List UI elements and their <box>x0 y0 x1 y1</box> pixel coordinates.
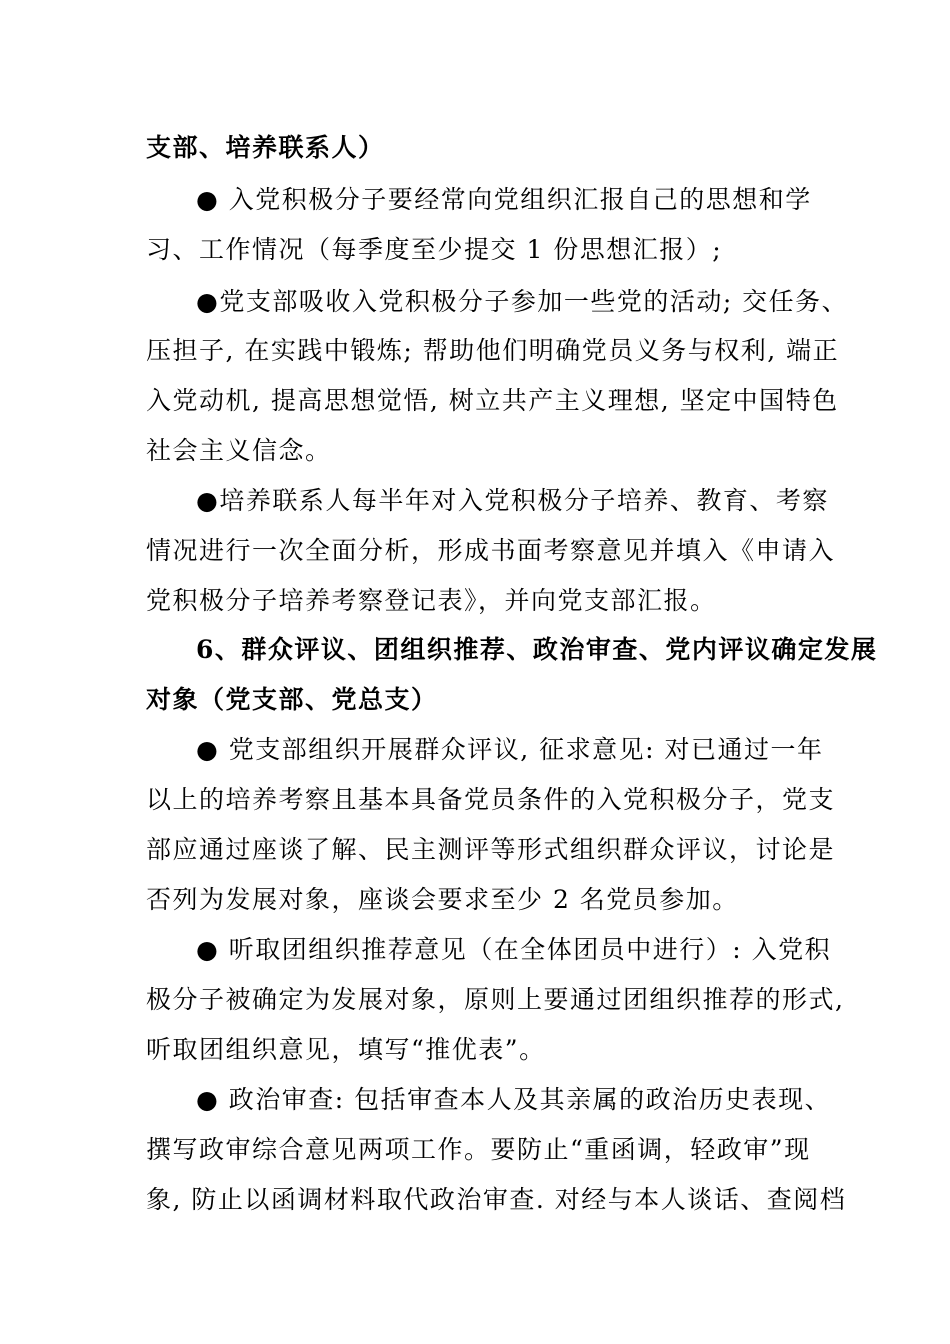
paragraph-line: 以上的培养考察且基本具备党员条件的入党积极分子，党支 <box>146 785 836 814</box>
paragraph-line: 听取团组织意见，填写“推优表”。 <box>146 1035 546 1064</box>
section-continuation-heading: 支部、培养联系人） <box>146 133 385 162</box>
paragraph-line: 部应通过座谈了解、民主测评等形式组织群众评议，讨论是 <box>146 835 836 864</box>
paragraph-line: 撰写政审综合意见两项工作。要防止“重函调，轻政审”现 <box>146 1135 811 1164</box>
paragraph-line: 压担子, 在实践中锻炼; 帮助他们明确党员义务与权利, 端正 <box>146 336 840 365</box>
bullet-paragraph-line: ● 党支部组织开展群众评议, 征求意见: 对已通过一年 <box>196 735 824 764</box>
paragraph-line: 情况进行一次全面分析，形成书面考察意见并填入《申请入 <box>146 536 836 565</box>
paragraph-line: 极分子被确定为发展对象，原则上要通过团组织推荐的形式, <box>146 985 845 1014</box>
section-heading-6-continued: 对象（党支部、党总支） <box>146 685 438 714</box>
paragraph-line: 党积极分子培养考察登记表》，并向党支部汇报。 <box>146 586 717 615</box>
paragraph-line: 社会主义信念。 <box>146 436 332 465</box>
paragraph-line: 象, 防止以函调材料取代政治审查. 对经与本人谈话、查阅档 <box>146 1185 847 1214</box>
bullet-paragraph-line: ● 入党积极分子要经常向党组织汇报自己的思想和学 <box>196 185 812 214</box>
section-heading-6: 6、群众评议、团组织推荐、政治审查、党内评议确定发展 <box>196 635 878 664</box>
paragraph-line: 否列为发展对象，座谈会要求至少 2 名党员参加。 <box>146 885 739 914</box>
bullet-paragraph-line: ●培养联系人每半年对入党积极分子培养、教育、考察 <box>196 486 829 515</box>
paragraph-line: 入党动机, 提高思想觉悟, 树立共产主义理想, 坚定中国特色 <box>146 386 839 415</box>
bullet-paragraph-line: ●党支部吸收入党积极分子参加一些党的活动; 交任务、 <box>196 287 849 316</box>
bullet-paragraph-line: ● 政治审查: 包括审查本人及其亲属的政治历史表现、 <box>196 1085 832 1114</box>
paragraph-line: 习、工作情况（每季度至少提交 1 份思想汇报）; <box>146 235 723 264</box>
bullet-paragraph-line: ● 听取团组织推荐意见（在全体团员中进行）: 入党积 <box>196 935 832 964</box>
